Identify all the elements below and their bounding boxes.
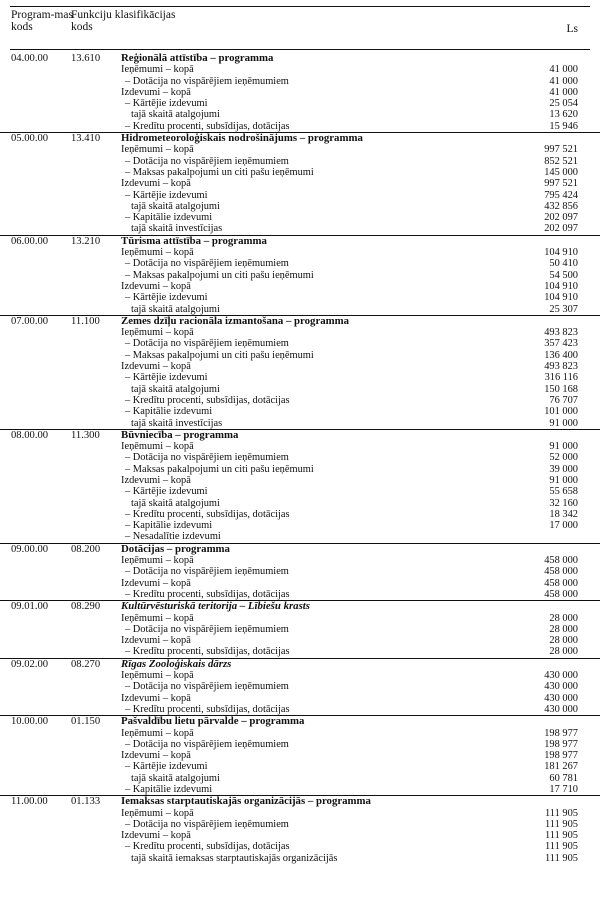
function-code: 13.410 (71, 133, 101, 145)
row-value: 430 000 (544, 681, 578, 693)
function-code: 11.100 (71, 315, 100, 327)
function-code-header: Funkciju klasifikācijas kods (71, 9, 176, 33)
table-row (0, 395, 600, 406)
table-row (0, 384, 600, 395)
row-label: tajā skaitā atalgojumi (131, 200, 220, 212)
header-rule (10, 49, 590, 50)
table-row (0, 819, 600, 830)
row-label: – Kredītu procenti, subsīdijas, dotācijas (125, 120, 290, 132)
program-heading-row (0, 132, 600, 144)
row-value: 493 823 (544, 327, 578, 339)
program-code: 09.02.00 (11, 658, 49, 670)
row-label: – Kredītu procenti, subsīdijas, dotācijas (125, 508, 290, 520)
row-value: 54 500 (549, 269, 578, 281)
table-row (0, 509, 600, 520)
row-value: 104 910 (544, 247, 578, 259)
row-label: – Kredītu procenti, subsīdijas, dotācijas (125, 703, 290, 715)
table-row (0, 704, 600, 715)
row-value: 430 000 (544, 670, 578, 682)
table-row (0, 853, 600, 864)
row-value: 39 000 (549, 463, 578, 475)
row-value: 91 000 (549, 474, 578, 486)
row-value: 432 856 (544, 200, 578, 212)
function-code: 08.270 (71, 658, 101, 670)
row-label: – Kārtējie izdevumi (125, 292, 208, 304)
table-row (0, 156, 600, 167)
row-value: 76 707 (549, 394, 578, 406)
table-row (0, 566, 600, 577)
function-code: 11.300 (71, 429, 100, 441)
function-code: 01.150 (71, 716, 101, 728)
row-value: 145 000 (544, 166, 578, 178)
row-value: 25 307 (549, 303, 578, 315)
row-label: Ieņēmumi – kopā (121, 555, 194, 567)
row-value: 91 000 (549, 441, 578, 453)
row-value: 111 905 (545, 852, 578, 864)
row-label: – Nesadalītie izdevumi (125, 531, 221, 543)
row-label: tajā skaitā iemaksas starptautiskajās organizācijās (131, 852, 338, 864)
table-row (0, 531, 600, 542)
row-label: Hidrometeoroloģiskais nodrošinājums – programma (121, 132, 363, 145)
function-code: 08.290 (71, 601, 101, 613)
row-value: 60 781 (549, 772, 578, 784)
function-code: 13.610 (71, 53, 101, 64)
row-value: 25 054 (549, 98, 578, 110)
row-value: 17 710 (549, 784, 578, 795)
function-code: 13.210 (71, 235, 101, 247)
table-row (0, 452, 600, 463)
row-label: Izdevumi – kopā (121, 474, 191, 486)
row-label: Ieņēmumi – kopā (121, 727, 194, 739)
table-row (0, 464, 600, 475)
row-label: tajā skaitā atalgojumi (131, 109, 220, 121)
row-label: Pašvaldību lietu pārvalde – programma (121, 715, 305, 728)
table-row (0, 486, 600, 497)
table-row (0, 178, 600, 189)
row-value: 111 905 (545, 841, 578, 853)
row-value: 458 000 (544, 577, 578, 589)
row-value: 198 977 (544, 750, 578, 762)
program-heading-row (0, 235, 600, 247)
table-row (0, 808, 600, 819)
row-value: 150 168 (544, 383, 578, 395)
table-row (0, 304, 600, 315)
table-row (0, 247, 600, 258)
table-row (0, 589, 600, 600)
program-heading-row (0, 600, 600, 612)
row-label: Tūrisma attīstība – programma (121, 234, 267, 247)
program-code: 07.00.00 (11, 315, 49, 327)
row-label: Būvniecība – programma (121, 428, 239, 441)
table-row (0, 635, 600, 646)
row-value: 32 160 (549, 497, 578, 509)
row-label: – Kredītu procenti, subsīdijas, dotācijas (125, 646, 290, 658)
table-row (0, 784, 600, 795)
table-row (0, 670, 600, 681)
row-value: 18 342 (549, 508, 578, 520)
function-code: 01.133 (71, 796, 101, 808)
row-label: – Kapitālie izdevumi (125, 784, 213, 795)
program-code: 09.00.00 (11, 543, 49, 555)
table-row (0, 773, 600, 784)
row-label: – Kārtējie izdevumi (125, 761, 208, 773)
table-row (0, 167, 600, 178)
program-code-header: Program-mas kods (11, 9, 73, 33)
budget-rows (0, 53, 600, 864)
table-row (0, 761, 600, 772)
row-label: Izdevumi – kopā (121, 86, 191, 98)
row-label: – Kārtējie izdevumi (125, 486, 208, 498)
program-heading-row (0, 715, 600, 727)
table-row (0, 327, 600, 338)
table-row (0, 555, 600, 566)
row-label: – Dotācija no vispārējiem ieņēmumiem (125, 738, 289, 750)
top-rule (10, 6, 590, 7)
row-value: 795 424 (544, 189, 578, 201)
row-label: – Kapitālie izdevumi (125, 406, 213, 418)
row-label: – Dotācija no vispārējiem ieņēmumiem (125, 818, 289, 830)
row-label: Izdevumi – kopā (121, 750, 191, 762)
program-heading-row (0, 795, 600, 807)
row-value: 91 000 (549, 417, 578, 429)
table-row (0, 681, 600, 692)
row-label: – Dotācija no vispārējiem ieņēmumiem (125, 566, 289, 578)
row-label: Ieņēmumi – kopā (121, 144, 194, 156)
row-value: 997 521 (544, 178, 578, 190)
row-value: 28 000 (549, 623, 578, 635)
row-label: Ieņēmumi – kopā (121, 441, 194, 453)
table-row (0, 190, 600, 201)
table-row (0, 728, 600, 739)
row-label: – Kārtējie izdevumi (125, 372, 208, 384)
row-label: tajā skaitā investīcijas (131, 223, 223, 235)
row-label: Izdevumi – kopā (121, 692, 191, 704)
table-row (0, 270, 600, 281)
row-value: 111 905 (545, 830, 578, 842)
row-value: 41 000 (549, 75, 578, 87)
program-code: 11.00.00 (11, 796, 48, 808)
row-value: 136 400 (544, 349, 578, 361)
row-value: 852 521 (544, 155, 578, 167)
table-row (0, 87, 600, 98)
row-label: – Dotācija no vispārējiem ieņēmumiem (125, 452, 289, 464)
row-value: 17 000 (549, 520, 578, 532)
program-heading-row (0, 543, 600, 555)
row-label: Ieņēmumi – kopā (121, 64, 194, 76)
row-label: tajā skaitā investīcijas (131, 417, 223, 429)
program-code: 10.00.00 (11, 716, 49, 728)
row-label: tajā skaitā atalgojumi (131, 772, 220, 784)
table-row (0, 739, 600, 750)
table-row (0, 201, 600, 212)
row-value: 41 000 (549, 86, 578, 98)
row-label: Izdevumi – kopā (121, 280, 191, 292)
table-row (0, 64, 600, 75)
row-label: Ieņēmumi – kopā (121, 670, 194, 682)
row-label: Izdevumi – kopā (121, 178, 191, 190)
table-row (0, 578, 600, 589)
row-label: – Kārtējie izdevumi (125, 189, 208, 201)
row-value: 52 000 (549, 452, 578, 464)
row-value: 28 000 (549, 646, 578, 658)
row-value: 997 521 (544, 144, 578, 156)
row-value: 111 905 (545, 818, 578, 830)
row-value: 357 423 (544, 338, 578, 350)
row-label: Dotācijas – programma (121, 542, 230, 555)
table-row (0, 830, 600, 841)
row-value: 15 946 (549, 120, 578, 132)
table-row (0, 98, 600, 109)
row-label: – Kapitālie izdevumi (125, 212, 213, 224)
row-label: tajā skaitā atalgojumi (131, 383, 220, 395)
table-row (0, 498, 600, 509)
row-value: 104 910 (544, 292, 578, 304)
row-value: 430 000 (544, 703, 578, 715)
row-value: 493 823 (544, 361, 578, 373)
row-label: – Maksas pakalpojumi un citi pašu ieņēmumi (125, 166, 314, 178)
row-label: – Kapitālie izdevumi (125, 520, 213, 532)
row-label: – Dotācija no vispārējiem ieņēmumiem (125, 258, 289, 270)
table-row (0, 418, 600, 429)
row-value: 202 097 (544, 212, 578, 224)
table-row (0, 624, 600, 635)
program-heading-row (0, 53, 600, 64)
table-row (0, 212, 600, 223)
row-value: 198 977 (544, 727, 578, 739)
row-label: – Kārtējie izdevumi (125, 98, 208, 110)
table-row (0, 613, 600, 624)
row-label: – Dotācija no vispārējiem ieņēmumiem (125, 155, 289, 167)
table-row (0, 693, 600, 704)
row-label: – Dotācija no vispārējiem ieņēmumiem (125, 623, 289, 635)
currency-header: Ls (566, 23, 578, 35)
row-label: Ieņēmumi – kopā (121, 327, 194, 339)
program-code: 05.00.00 (11, 133, 49, 145)
row-label: Iemaksas starptautiskajās organizācijās – programma (121, 795, 371, 808)
program-code: 04.00.00 (11, 53, 49, 64)
row-label: – Kredītu procenti, subsīdijas, dotācijas (125, 841, 290, 853)
table-row (0, 121, 600, 132)
row-value: 198 977 (544, 738, 578, 750)
row-label: – Kredītu procenti, subsīdijas, dotācijas (125, 588, 290, 600)
table-row (0, 441, 600, 452)
row-label: Ieņēmumi – kopā (121, 807, 194, 819)
table-row (0, 372, 600, 383)
program-code: 09.01.00 (11, 601, 49, 613)
row-value: 50 410 (549, 258, 578, 270)
row-value: 101 000 (544, 406, 578, 418)
row-label: Rīgas Zooloģiskais dārzs (121, 657, 232, 670)
row-value: 111 905 (545, 807, 578, 819)
row-label: – Dotācija no vispārējiem ieņēmumiem (125, 75, 289, 87)
row-label: Zemes dzīļu racionāla izmantošana – programma (121, 314, 350, 327)
table-row (0, 258, 600, 269)
row-label: – Dotācija no vispārējiem ieņēmumiem (125, 338, 289, 350)
program-code: 08.00.00 (11, 429, 49, 441)
program-code: 06.00.00 (11, 235, 49, 247)
table-row (0, 338, 600, 349)
row-label: Izdevumi – kopā (121, 577, 191, 589)
row-label: – Maksas pakalpojumi un citi pašu ieņēmumi (125, 269, 314, 281)
table-row (0, 350, 600, 361)
table-row (0, 292, 600, 303)
row-value: 28 000 (549, 635, 578, 647)
row-label: Izdevumi – kopā (121, 361, 191, 373)
table-row (0, 520, 600, 531)
row-label: – Maksas pakalpojumi un citi pašu ieņēmumi (125, 349, 314, 361)
row-label: – Kredītu procenti, subsīdijas, dotācijas (125, 394, 290, 406)
row-label: Reģionālā attīstība – programma (121, 52, 274, 64)
table-row (0, 281, 600, 292)
row-value: 458 000 (544, 566, 578, 578)
program-heading-row (0, 429, 600, 441)
table-row (0, 361, 600, 372)
row-value: 28 000 (549, 612, 578, 624)
row-label: Kultūrvēsturiskā teritorija – Lībiešu krasts (121, 600, 310, 613)
row-label: Izdevumi – kopā (121, 830, 191, 842)
row-label: tajā skaitā atalgojumi (131, 497, 220, 509)
program-heading-row (0, 315, 600, 327)
row-value: 13 620 (549, 109, 578, 121)
row-value: 430 000 (544, 692, 578, 704)
row-value: 458 000 (544, 555, 578, 567)
table-row (0, 841, 600, 852)
table-row (0, 646, 600, 657)
row-label: – Dotācija no vispārējiem ieņēmumiem (125, 681, 289, 693)
row-value: 202 097 (544, 223, 578, 235)
table-row (0, 475, 600, 486)
row-value: 458 000 (544, 588, 578, 600)
table-row (0, 406, 600, 417)
row-value: 104 910 (544, 280, 578, 292)
table-row (0, 144, 600, 155)
row-label: Izdevumi – kopā (121, 635, 191, 647)
table-row (0, 223, 600, 234)
program-heading-row (0, 658, 600, 670)
row-value: 41 000 (549, 64, 578, 76)
table-row (0, 76, 600, 87)
row-label: Ieņēmumi – kopā (121, 247, 194, 259)
row-value: 316 116 (544, 372, 578, 384)
table-row (0, 750, 600, 761)
row-label: tajā skaitā atalgojumi (131, 303, 220, 315)
function-code: 08.200 (71, 543, 101, 555)
row-value: 55 658 (549, 486, 578, 498)
row-label: Ieņēmumi – kopā (121, 612, 194, 624)
table-row (0, 109, 600, 120)
row-label: – Maksas pakalpojumi un citi pašu ieņēmumi (125, 463, 314, 475)
row-value: 181 267 (544, 761, 578, 773)
